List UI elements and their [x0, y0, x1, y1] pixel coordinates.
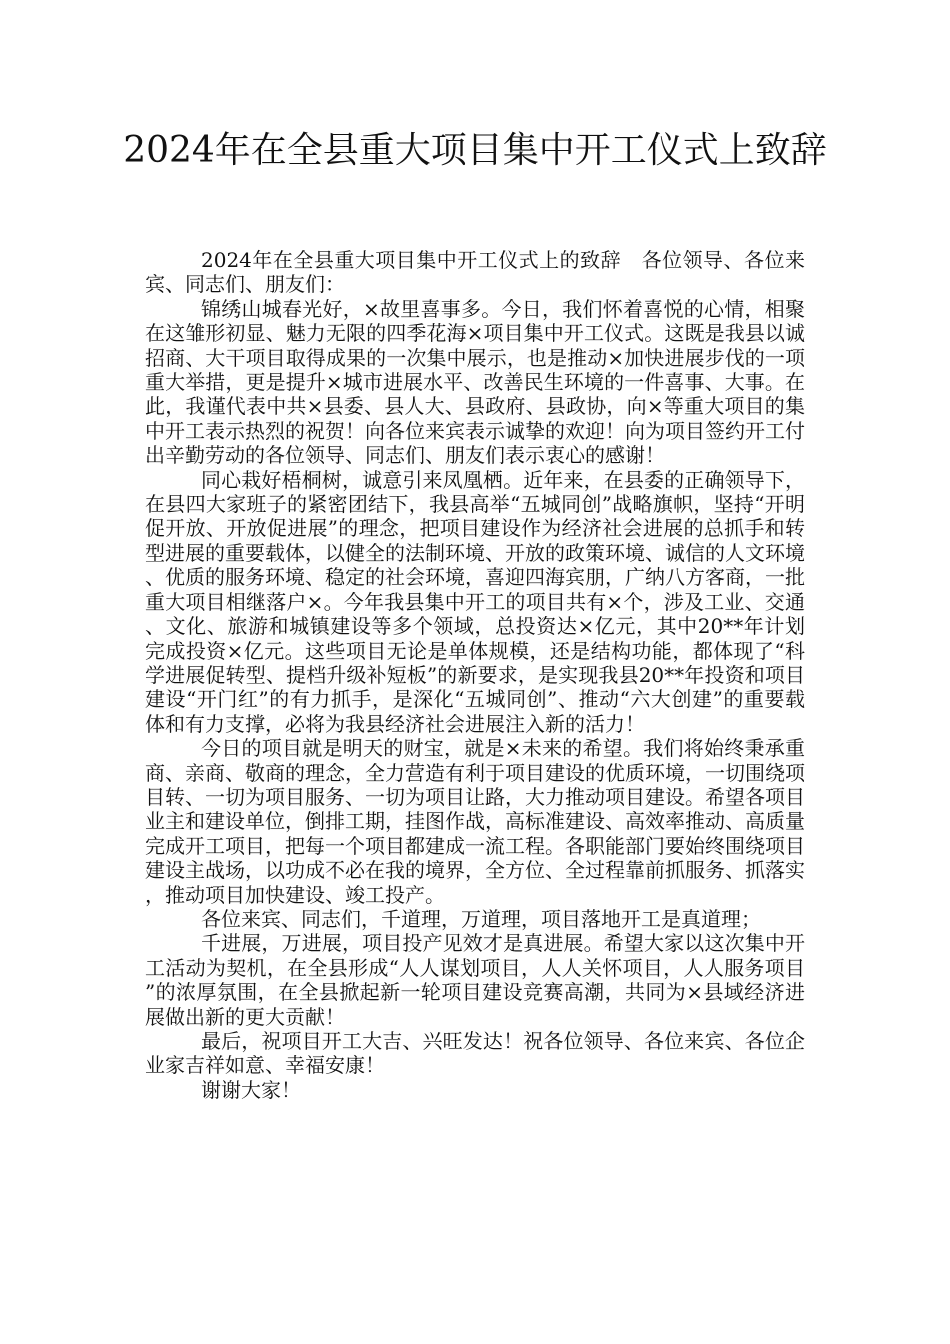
paragraph-commitment: 今日的项目就是明天的财宝，就是×未来的希望。我们将始终秉承重商、亲商、敬商的理念，全力营造有利于项目建设的优质环境，一切围绕项目转、一切为项目服务、一切为项目让路，大力推动项目建设。希望各项目业主和建设单位，倒排工期，挂图作战，高标准建设、高效率推动、高质量完成开工项目，把每一个项目都建成一流工程。各职能部门要始终围绕项目建设主战场，以功成不必在我的境界，全方位、全过程靠前抓服务、抓落实，推动项目加快建设、竣工投产。 [145, 736, 805, 907]
paragraph-thanks: 谢谢大家！ [201, 1077, 301, 1102]
paragraph-achievements: 同心栽好梧桐树，诚意引来凤凰栖。近年来，在县委的正确领导下，在县四大家班子的紧密团结下，我县高举“五城同创”战略旗帜，坚持“开明促开放、开放促进展”的理念，把项目建设作为经济社会进展的总抓手和转型进展的重要载体，以健全的法制环境、开放的政策环境、诚信的人文环境、优质的服务环境、稳定的社会环境，喜迎四海宾朋，广纳八方客商，一批重大项目相继落户×。今年我县集中开工的项目共有×个，涉及工业、交通、文化、旅游和城镇建设等多个领域，总投资达×亿元，其中20**年计划完成投资×亿元。这些项目无论是单体规模，还是结构功能，都体现了“科学进展促转型、提档升级补短板”的新要求，是实现我县20**年投资和项目建设“开门红”的有力抓手，是深化“五城同创”、推动“六大创建”的重要载体和有力支撑，必将为我县经济社会进展注入新的活力！ [145, 467, 805, 736]
document-body [145, 248, 805, 1102]
paragraph-greeting: 2024年在全县重大项目集中开工仪式上的致辞 各位领导、各位来宾、同志们、朋友们： [145, 248, 805, 297]
paragraph-call-to-action: 千进展，万进展，项目投产见效才是真进展。希望大家以这次集中开工活动为契机，在全县形成“人人谋划项目，人人关怀项目，人人服务项目”的浓厚氛围，在全县掀起新一轮项目建设竞赛高潮，共同为×县域经济进展做出新的更大贡献！ [145, 931, 805, 1029]
paragraph-principle: 各位来宾、同志们，千道理，万道理，项目落地开工是真道理； [201, 906, 761, 931]
page-title: 2024年在全县重大项目集中开工仪式上致辞 [123, 130, 827, 171]
paragraph-opening: 锦绣山城春光好，×故里喜事多。今日，我们怀着喜悦的心情，相聚在这雏形初显、魅力无限的四季花海×项目集中开工仪式。这既是我县以诚招商、大干项目取得成果的一次集中展示，也是推动×加快进展步伐的一项重大举措，更是提升×城市进展水平、改善民生环境的一件喜事、大事。在此，我谨代表中共×县委、县人大、县政府、县政协，向×等重大项目的集中开工表示热烈的祝贺！向各位来宾表示诚挚的欢迎！向为项目签约开工付出辛勤劳动的各位领导、同志们、朋友们表示衷心的感谢！ [145, 296, 805, 468]
paragraph-wishes: 最后，祝项目开工大吉、兴旺发达！祝各位领导、各位来宾、各位企业家吉祥如意、幸福安康！ [145, 1029, 805, 1078]
